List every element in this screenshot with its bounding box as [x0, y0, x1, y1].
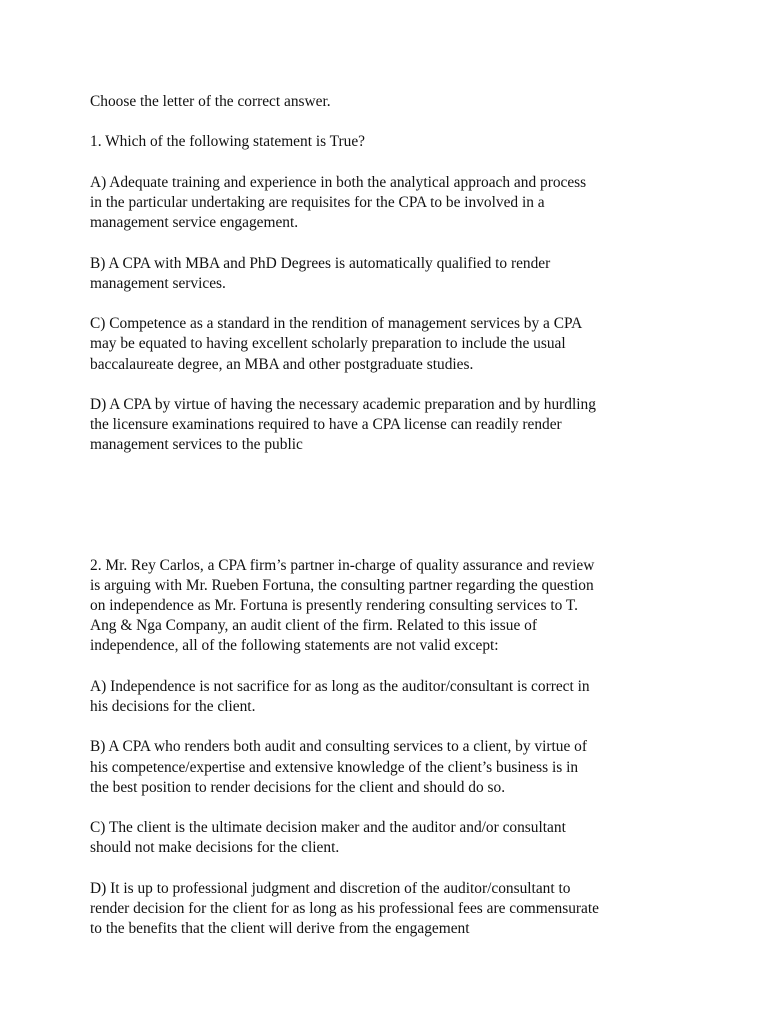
question-1-option-a: A) Adequate training and experience in both the analytical approach and process in the particular undertaking are requisites for the CPA to be involved in a management service engagement. [90, 173, 587, 232]
question-2-stem: 2. Mr. Rey Carlos, a CPA firm’s partner in-charge of quality assurance and review is arguing with Mr. Rueben Fortuna, the consulting partner regarding the question on independence as Mr. Fortuna is presently rendering consulting services to T. Ang & Nga Company, an audit client of the firm. Related to this issue of independence, all of the following statements are not valid except: [90, 556, 595, 655]
question-2-option-b: B) A CPA who renders both audit and consulting services to a client, by virtue of his competence/expertise and extensive knowledge of the client’s business is in the best position to render decisions for the client and should do so. [90, 738, 587, 796]
instruction-text: Choose the letter of the correct answer. [90, 93, 331, 110]
document-body [90, 92, 690, 939]
question-1-stem: 1. Which of the following statement is True? [90, 133, 366, 151]
question-2-option-c: C) The client is the ultimate decision maker and the auditor and/or consultant should not make decisions for the client. [90, 819, 566, 857]
question-1-option-b: B) A CPA with MBA and PhD Degrees is automatically qualified to render management services. [90, 254, 551, 292]
question-1-option-c: C) Competence as a standard in the rendition of management services by a CPA may be equated to having excellent scholarly preparation to include the usual baccalaureate degree, an MBA and other postgraduate studies. [90, 315, 583, 373]
question-2-option-a: A) Independence is not sacrifice for as long as the auditor/consultant is correct in his decisions for the client. [90, 677, 590, 715]
question-2-option-d: D) It is up to professional judgment and discretion of the auditor/consultant to render decision for the client for as long as his professional fees are commensurate to the benefits that the client will derive from the engagement [90, 879, 599, 938]
question-1-option-d: D) A CPA by virtue of having the necessary academic preparation and by hurdling the licensure examinations required to have a CPA license can readily render management services to the public [90, 395, 596, 454]
section-spacer [90, 456, 690, 556]
